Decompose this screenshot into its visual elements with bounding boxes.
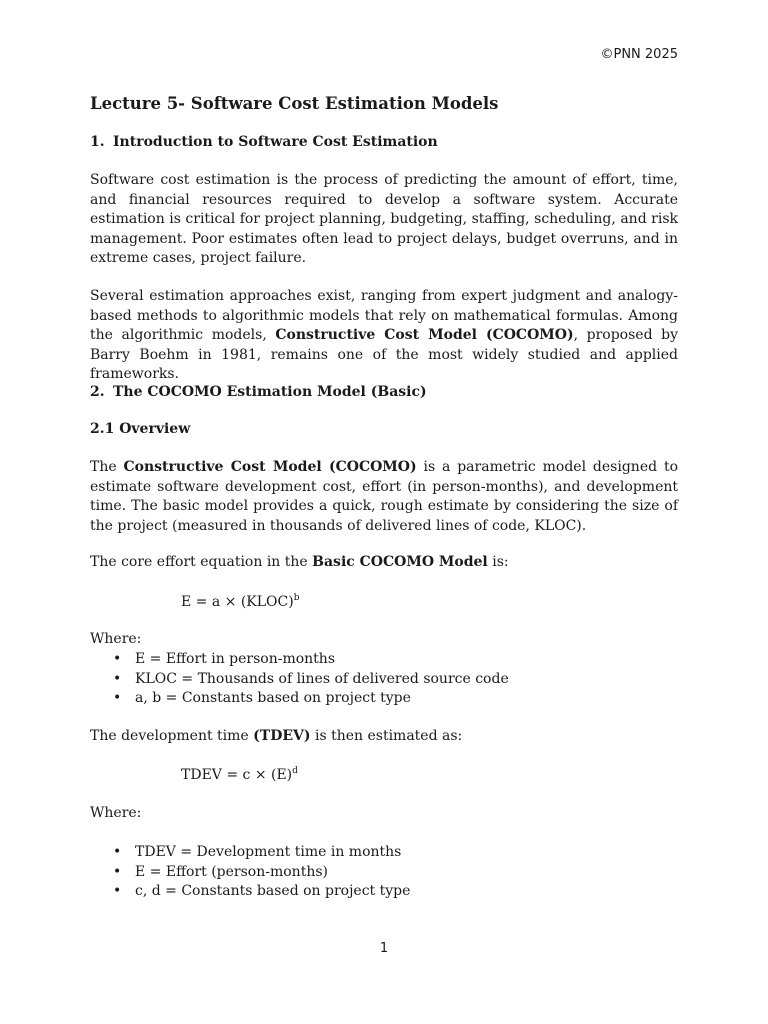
section-2-title: The COCOMO Estimation Model (Basic) [113,384,427,400]
list-item: • E = Effort (person-months) [90,863,410,883]
effort-variables-list [90,650,509,709]
overview-paragraph [90,458,678,536]
list-item: • TDEV = Development time in months [90,843,410,863]
overview-text-a: The [90,459,124,475]
section-1-paragraph-1: Software cost estimation is the process of predicting the amount of effort, time, and financial resources required to develop a software system. Accurate estimation is critical for project planning, budgeting, staffing, scheduling, and risk management. Poor estimates often lead to project delays, budget overruns, and in extreme cases, project failure. [90,172,678,266]
list-item: • a, b = Constants based on project type [90,689,509,709]
where-label-2: Where: [90,805,142,821]
tdev-equation [181,766,298,783]
overview-bold-cocomo: Constructive Cost Model (COCOMO) [123,459,417,475]
p2-text-c: , proposed by Barry Boehm in 1981, remains one of the most widely studied and applied frameworks. [90,327,678,382]
lecture-title: Lecture 5- Software Cost Estimation Models [90,94,499,113]
section-2-number: 2. [90,384,105,400]
overview-text-c: is a parametric model designed to estimate software development cost, effort (in person-months), and development time. The basic model provides a quick, rough estimate by considering the size of the project (measured in thousands of delivered lines of code, KLOC). [90,459,678,534]
copyright-notice: ©PNN 2025 [600,47,678,62]
effort-intro-a: The core effort equation in the [90,554,313,570]
section-2-heading [90,384,427,400]
tdev-intro-a: The development time [90,728,254,744]
list-item: • c, d = Constants based on project type [90,882,410,902]
section-1-heading [90,134,438,150]
tdev-intro-c: is then estimated as: [310,728,463,744]
p2-text-a: Several estimation approaches exist, ranging from expert judgment and analogy-based methods to algorithmic models that rely on mathematical formulas. Among the algorithmic models, [90,288,678,343]
effort-intro-c: is: [487,554,509,570]
list-item: • E = Effort in person-months [90,650,509,670]
tdev-equation-exponent: d [292,766,298,776]
page-number: 1 [379,941,389,956]
effort-equation-exponent: b [293,593,300,603]
section-1-number: 1. [90,134,105,150]
tdev-intro-bold: (TDEV) [253,728,311,744]
tdev-intro [90,728,462,744]
effort-equation [181,593,299,610]
section-1-title: Introduction to Software Cost Estimation [113,134,438,150]
where-label-1: Where: [90,631,142,647]
list-item: • KLOC = Thousands of lines of delivered source code [90,670,509,690]
tdev-variables-list [90,843,410,902]
tdev-equation-base: TDEV = c × (E) [181,767,293,783]
section-1-paragraph-2 [90,287,678,385]
p2-bold-cocomo: Constructive Cost Model (COCOMO) [275,327,574,343]
effort-intro-bold: Basic COCOMO Model [312,554,488,570]
effort-equation-intro [90,554,509,570]
subsection-2-1-heading: 2.1 Overview [90,421,191,437]
effort-equation-base: E = a × (KLOC) [181,594,294,610]
